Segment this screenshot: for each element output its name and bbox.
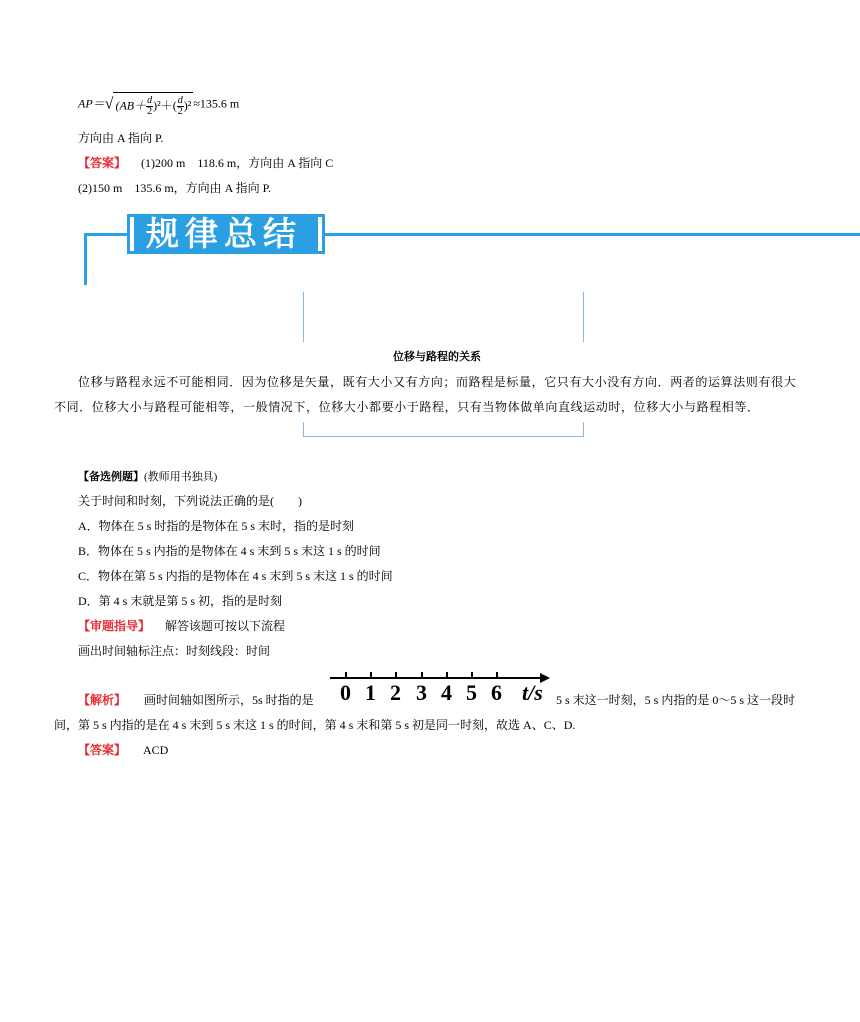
box-bottom [303, 436, 584, 437]
option-d: D．第 4 s 末就是第 5 s 初，指的是时刻 [78, 594, 283, 608]
box-right-bottom [583, 422, 584, 436]
tick-1: 1 [365, 680, 376, 705]
answer-text-1: (1)200 m 118.6 m，方向由 A 指向 C [141, 156, 334, 170]
guide-row [78, 618, 285, 634]
formula-frac-2 [177, 96, 184, 117]
final-answer-text: ACD [143, 743, 169, 757]
option-b: B．物体在 5 s 内指的是物体在 4 s 末到 5 s 末这 1 s 的时间 [78, 544, 381, 558]
banner-line-left [84, 233, 132, 236]
example-heading [78, 468, 217, 485]
example-note: (教师用书独具) [144, 471, 218, 483]
formula-inner-1: (AB＋ [115, 98, 147, 113]
banner-line-down [84, 233, 87, 285]
question-stem: 关于时间和时刻，下列说法正确的是( ) [78, 494, 302, 508]
formula-inner-3: )² [183, 98, 192, 113]
tick-2: 2 [390, 680, 401, 705]
banner-title: 规律总结 [146, 214, 302, 253]
guide-text: 解答该题可按以下流程 [165, 619, 286, 633]
frac-den-2: 2 [177, 106, 183, 117]
option-c: C．物体在第 5 s 内指的是物体在 4 s 末到 5 s 末这 1 s 的时间 [78, 569, 393, 583]
frac-den: 2 [147, 106, 153, 117]
tick-5: 5 [466, 680, 477, 705]
timeline-figure [328, 668, 552, 708]
guide-label: 【审题指导】 [78, 619, 151, 633]
answer-row-2: (2)150 m 135.6 m，方向由 A 指向 P. [78, 181, 272, 195]
answer-label: 【答案】 [78, 156, 127, 170]
formula-inner-2: )²＋( [153, 98, 177, 113]
option-a: A．物体在 5 s 时指的是物体在 5 s 末时，指的是时刻 [78, 519, 355, 533]
final-answer-row [78, 742, 168, 758]
formula-rhs: ≈135.6 m [193, 96, 240, 111]
direction-line-1: 方向由 A 指向 P. [78, 131, 164, 145]
frac-num-2: d [177, 95, 183, 106]
answer-row-1 [78, 155, 333, 171]
example-label: 【备选例题】 [78, 470, 144, 483]
frac-num: d [147, 95, 153, 106]
formula-lhs: AP＝ [78, 96, 105, 111]
guide-step: 画出时间轴标注点：时刻线段：时间 [78, 644, 271, 658]
final-answer-label: 【答案】 [78, 743, 127, 757]
tick-3: 3 [416, 680, 427, 705]
tick-0: 0 [340, 680, 351, 705]
tick-6: 6 [491, 680, 502, 705]
formula-radicand [113, 92, 193, 117]
box-paragraph-1: 位移与路程永远不可能相同．因为位移是矢量，既有大小又有方向；而路程是标量，它只有大小没有方向．两者的运算法则有很大 [78, 375, 797, 389]
timeline-unit: t/s [522, 680, 543, 705]
tick-4: 4 [441, 680, 452, 705]
analysis-label-text: 【解析】 [78, 693, 127, 707]
box-title: 位移与路程的关系 [393, 350, 481, 363]
sqrt-icon: √ [104, 95, 114, 113]
box-left-top [303, 292, 304, 342]
analysis-label [78, 692, 126, 708]
analysis-pre: 画时间轴如图所示，5s 时指的是 [144, 693, 314, 707]
analysis-post: 5 s 末这一时刻，5 s 内指的是 0～5 s 这一段时 [556, 693, 796, 707]
banner-line-right [318, 233, 860, 236]
box-left-bottom [303, 422, 304, 436]
box-paragraph-2: 不同．位移大小与路程可能相等，一般情况下，位移大小都要小于路程，只有当物体做单向直线运动时，位移大小与路程相等． [54, 400, 760, 414]
formula-ap [78, 92, 239, 122]
box-right-top [583, 292, 584, 342]
analysis-line-2: 间，第 5 s 内指的是在 4 s 末到 5 s 末这 1 s 的时间，第 4 s 末和第 5 s 初是同一时刻，故选 A、C、D. [54, 718, 576, 732]
timeline-arrow [328, 668, 552, 708]
